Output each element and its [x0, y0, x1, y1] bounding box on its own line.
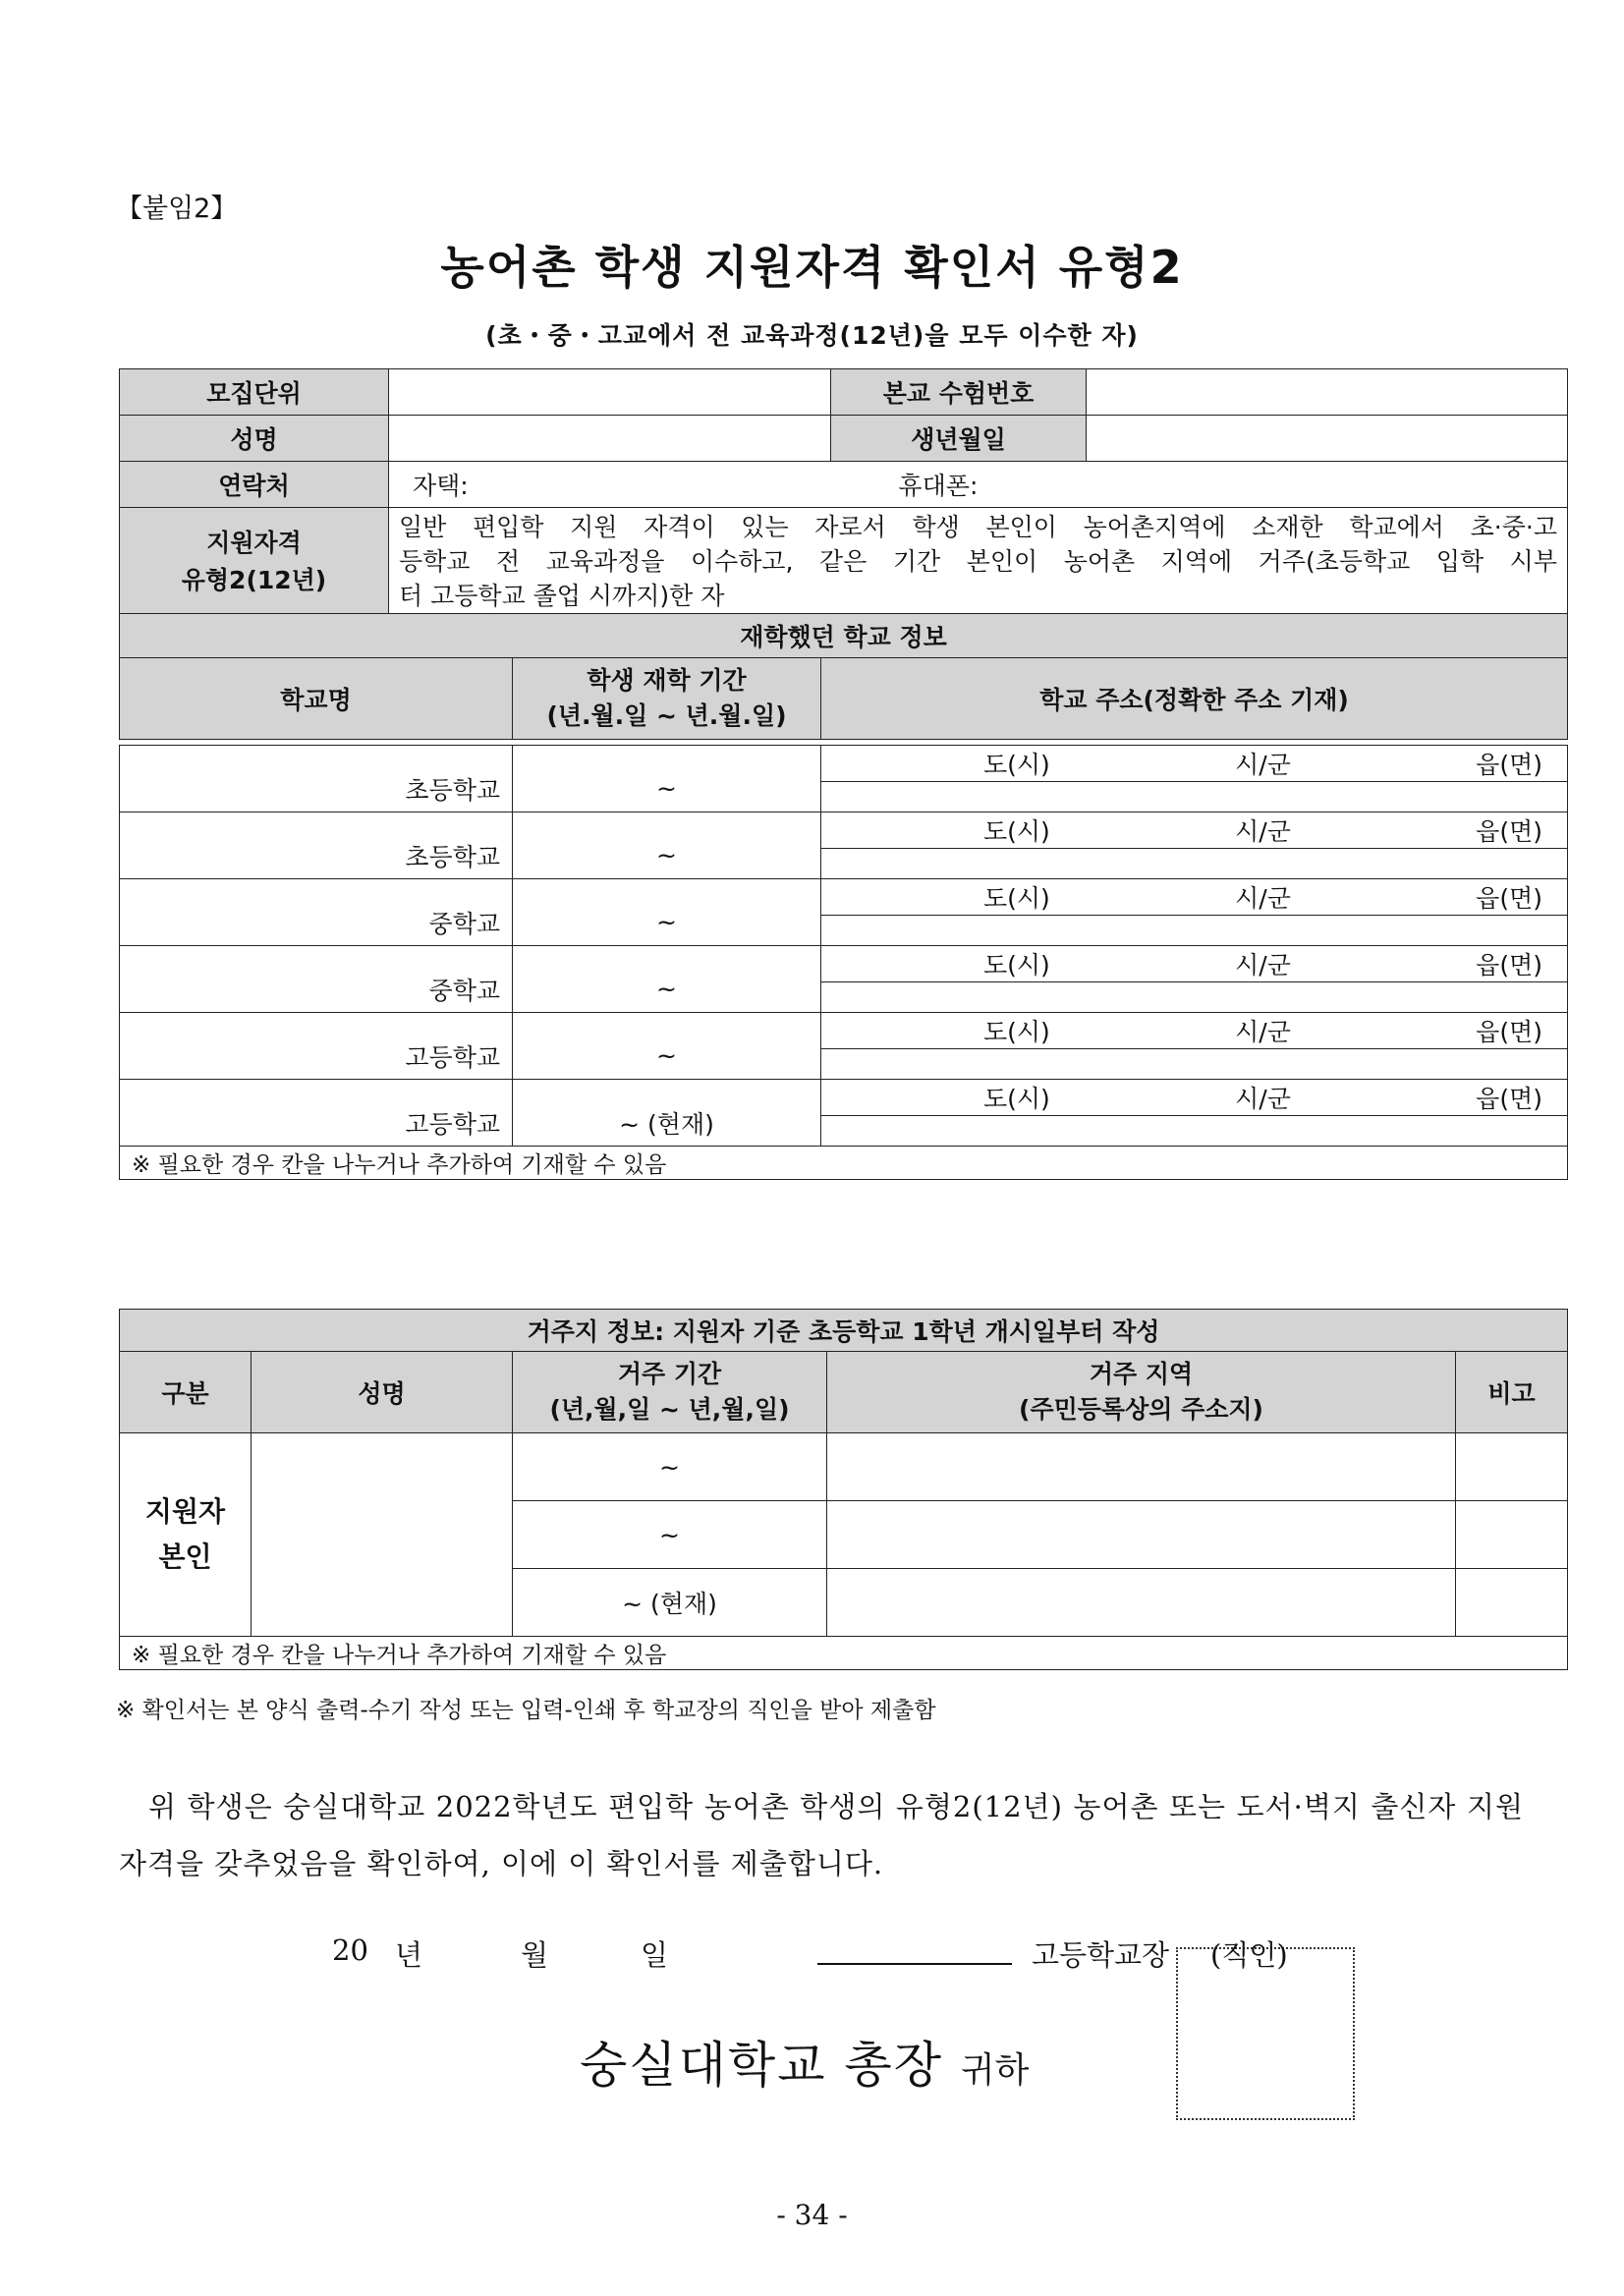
addr-town-label: 읍(면) — [1476, 751, 1542, 779]
qualification-line: 등학교 전 교육과정을 이수하고, 같은 기간 본인이 농어촌 지역에 거주(초등학교 입학 시부 — [399, 547, 1557, 576]
school-rows-table — [119, 745, 1568, 1180]
school-row — [120, 1013, 1568, 1049]
school-type-cell[interactable]: 고등학교 — [120, 1013, 513, 1080]
contact-label: 연락처 — [120, 462, 389, 508]
residence-remark-header: 비고 — [1456, 1352, 1568, 1433]
unit-field[interactable] — [389, 369, 831, 416]
residence-type-header: 구분 — [120, 1352, 252, 1433]
residence-table — [119, 1309, 1568, 1670]
school-address-detail-cell[interactable] — [821, 849, 1568, 879]
addr-city-label: 시/군 — [1235, 1085, 1291, 1113]
applicant-info-table — [119, 368, 1568, 616]
date-month-label: 월 — [521, 1938, 549, 1972]
school-type-cell[interactable]: 중학교 — [120, 946, 513, 1013]
school-name-line[interactable] — [817, 1963, 1012, 1965]
residence-name-header: 성명 — [252, 1352, 513, 1433]
addr-province-label: 도(시) — [983, 817, 1050, 846]
address-units — [821, 812, 1567, 848]
addr-province-label: 도(시) — [983, 751, 1050, 779]
school-row — [120, 946, 1568, 982]
addr-province-label: 도(시) — [983, 1085, 1050, 1113]
birth-field[interactable] — [1087, 416, 1568, 462]
school-address-cell[interactable] — [821, 879, 1568, 916]
school-note: ※ 필요한 경우 칸을 나누거나 추가하여 기재할 수 있음 — [120, 1147, 1568, 1180]
addr-province-label: 도(시) — [983, 1018, 1050, 1046]
school-address-cell[interactable] — [821, 1080, 1568, 1116]
residence-region-cell[interactable] — [827, 1501, 1456, 1569]
school-period-cell[interactable]: ~ — [513, 1013, 821, 1080]
addr-town-label: 읍(면) — [1476, 817, 1542, 846]
qualification-label-line1: 지원자격 — [206, 528, 302, 557]
residence-note: ※ 필요한 경우 칸을 나누거나 추가하여 기재할 수 있음 — [120, 1637, 1568, 1670]
attachment-label: 【붙임2】 — [116, 194, 238, 224]
school-row — [120, 1080, 1568, 1116]
submission-note: ※ 확인서는 본 양식 출력-수기 작성 또는 입력-인쇄 후 학교장의 직인을 받아 제출함 — [116, 1698, 936, 1723]
residence-region-header-line1: 거주 지역 — [1089, 1360, 1194, 1388]
home-phone-label: 자택: — [413, 472, 469, 500]
address-units — [821, 1013, 1567, 1048]
residence-self-label-line1: 지원자 — [144, 1495, 226, 1528]
residence-region-cell[interactable] — [827, 1569, 1456, 1637]
residence-period-cell[interactable]: ~ — [513, 1501, 827, 1569]
school-period-cell[interactable]: ~ — [513, 812, 821, 879]
school-period-cell[interactable]: ~ — [513, 746, 821, 812]
date-day-label: 일 — [641, 1938, 669, 1972]
addressee — [580, 2026, 1029, 2097]
school-address-cell[interactable] — [821, 812, 1568, 849]
school-section-title: 재학했던 학교 정보 — [120, 614, 1568, 658]
document-subtitle: (초・중・고교에서 전 교육과정(12년)을 모두 이수한 자) — [485, 321, 1139, 350]
name-field[interactable] — [389, 416, 831, 462]
residence-period-header-line2: (년,월,일 ~ 년,월,일) — [549, 1395, 790, 1424]
school-row — [120, 746, 1568, 782]
residence-region-header — [827, 1352, 1456, 1433]
school-type-cell[interactable]: 초등학교 — [120, 812, 513, 879]
contact-field[interactable] — [389, 462, 1568, 508]
page-number: - 34 - — [776, 2199, 848, 2231]
school-type-cell[interactable]: 고등학교 — [120, 1080, 513, 1147]
residence-self-label-line2: 본인 — [158, 1540, 212, 1573]
addr-city-label: 시/군 — [1235, 751, 1291, 779]
school-period-header-line2: (년.월.일 ~ 년.월.일) — [546, 701, 787, 730]
qualification-line: 일반 편입학 지원 자격이 있는 자로서 학생 본인이 농어촌지역에 소재한 학교에서 초·중·고 — [399, 513, 1557, 541]
address-units — [821, 746, 1567, 781]
address-units — [821, 946, 1567, 981]
school-type-cell[interactable]: 중학교 — [120, 879, 513, 946]
residence-period-header-line1: 거주 기간 — [617, 1360, 722, 1388]
school-address-detail-cell[interactable] — [821, 982, 1568, 1013]
residence-period-header — [513, 1352, 827, 1433]
mobile-phone-label: 휴대폰: — [898, 472, 979, 500]
school-period-header-line1: 학생 재학 기간 — [587, 666, 747, 695]
addr-city-label: 시/군 — [1235, 951, 1291, 980]
date-year-prefix: 20 — [332, 1933, 368, 1967]
school-period-cell[interactable]: ~ — [513, 946, 821, 1013]
school-address-header: 학교 주소(정확한 주소 기재) — [821, 658, 1568, 740]
addr-city-label: 시/군 — [1235, 1018, 1291, 1046]
seal-label: (직인) — [1210, 1938, 1288, 1972]
president-name: 숭실대학교 총장 — [580, 2037, 943, 2094]
school-period-header — [513, 658, 821, 740]
school-address-cell[interactable] — [821, 946, 1568, 982]
addr-province-label: 도(시) — [983, 884, 1050, 913]
birth-label: 생년월일 — [831, 416, 1087, 462]
honorific: 귀하 — [960, 2050, 1030, 2091]
school-address-cell[interactable] — [821, 746, 1568, 782]
qualification-label — [120, 508, 389, 616]
addr-town-label: 읍(면) — [1476, 951, 1542, 980]
qualification-label-line2: 유형2(12년) — [181, 565, 327, 594]
residence-name-field[interactable] — [252, 1433, 513, 1637]
exam-no-label: 본교 수험번호 — [831, 369, 1087, 416]
school-address-cell[interactable] — [821, 1013, 1568, 1049]
unit-label: 모집단위 — [120, 369, 389, 416]
school-row — [120, 879, 1568, 916]
address-units — [821, 879, 1567, 915]
addr-town-label: 읍(면) — [1476, 1085, 1542, 1113]
principal-label: 고등학교장 — [1032, 1938, 1170, 1972]
exam-no-field[interactable] — [1087, 369, 1568, 416]
school-name-header: 학교명 — [120, 658, 513, 740]
document-title: 농어촌 학생 지원자격 확인서 유형2 — [440, 241, 1184, 294]
qualification-line: 터 고등학교 졸업 시까지)한 자 — [399, 582, 725, 610]
addr-town-label: 읍(면) — [1476, 884, 1542, 913]
residence-period-cell[interactable]: ~ (현재) — [513, 1569, 827, 1637]
school-address-detail-cell[interactable] — [821, 1116, 1568, 1147]
residence-self-label — [120, 1433, 252, 1637]
school-address-detail-cell[interactable] — [821, 1049, 1568, 1080]
addr-city-label: 시/군 — [1235, 884, 1291, 913]
residence-remark-cell[interactable] — [1456, 1501, 1568, 1569]
confirmation-statement: 위 학생은 숭실대학교 2022학년도 편입학 농어촌 학생의 유형2(12년) 농어촌 또는 도서·벽지 출신자 지원자격을 갖추었음을 확인하여, 이에 이 확인서를 제출합니다. — [119, 1790, 1524, 1880]
qualification-description — [389, 508, 1568, 616]
school-period-cell[interactable]: ~ (현재) — [513, 1080, 821, 1147]
name-label: 성명 — [120, 416, 389, 462]
date-year-label: 년 — [395, 1938, 423, 1972]
addr-town-label: 읍(면) — [1476, 1018, 1542, 1046]
residence-remark-cell[interactable] — [1456, 1569, 1568, 1637]
residence-remark-cell[interactable] — [1456, 1433, 1568, 1501]
residence-region-cell[interactable] — [827, 1433, 1456, 1501]
school-period-cell[interactable]: ~ — [513, 879, 821, 946]
school-type-cell[interactable]: 초등학교 — [120, 746, 513, 812]
residence-section-title: 거주지 정보: 지원자 기준 초등학교 1학년 개시일부터 작성 — [120, 1310, 1568, 1352]
school-address-detail-cell[interactable] — [821, 916, 1568, 946]
addr-province-label: 도(시) — [983, 951, 1050, 980]
school-residence-table — [119, 613, 1568, 740]
addr-city-label: 시/군 — [1235, 817, 1291, 846]
school-row — [120, 812, 1568, 849]
residence-region-header-line2: (주민등록상의 주소지) — [1019, 1395, 1263, 1424]
address-units — [821, 1080, 1567, 1115]
school-address-detail-cell[interactable] — [821, 782, 1568, 812]
residence-period-cell[interactable]: ~ — [513, 1433, 827, 1501]
